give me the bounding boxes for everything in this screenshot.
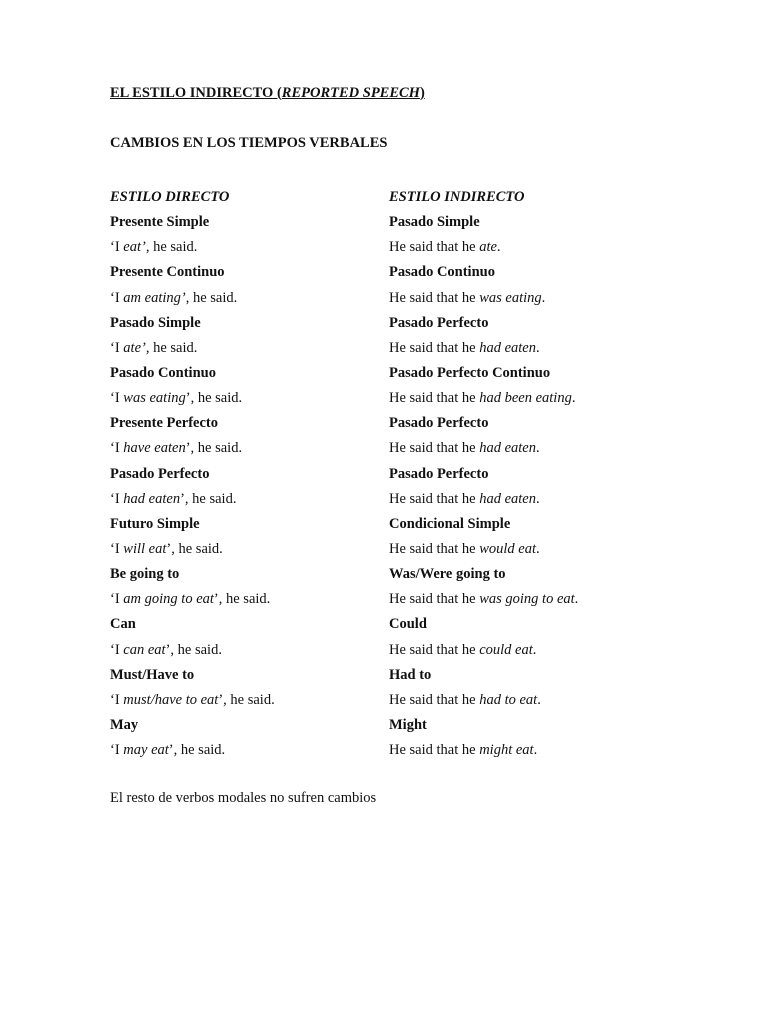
direct-example-post: ’, he said. [185,390,243,407]
direct-tense-label: Futuro Simple [110,515,200,532]
indirect-tense-label: Pasado Continuo [389,264,495,281]
direct-tense-label: Must/Have to [110,666,195,683]
indirect-example-verb: might eat [479,742,534,759]
direct-example-post: ’, he said. [180,490,237,507]
indirect-example [389,436,578,461]
direct-example-pre: ‘I [110,742,124,759]
direct-tense-label: Presente Continuo [110,264,225,281]
direct-example-pre: ‘I [110,641,124,658]
indirect-example-verb: had been eating [479,390,572,407]
indirect-tense-label: Was/Were going to [389,566,506,583]
indirect-example-post: . [571,390,576,407]
direct-example [110,587,275,612]
indirect-tense-label: Pasado Perfecto Continuo [389,364,551,381]
indirect-example-verb: was eating [479,289,542,306]
indirect-example-post: . [532,641,537,658]
direct-speech-column [110,185,275,763]
direct-tense-label: Pasado Perfecto [110,465,210,482]
direct-example-post: , he said. [145,239,198,256]
indirect-tense-label: Might [389,716,427,733]
direct-example [110,336,275,361]
indirect-example-verb: was going to eat [479,591,575,608]
indirect-example [389,738,578,763]
indirect-tense-label: Pasado Perfecto [389,465,489,482]
indirect-example [389,587,578,612]
indirect-tense-label: Pasado Perfecto [389,314,489,331]
indirect-example-pre: He said that he [389,591,480,608]
direct-tense-label: Pasado Simple [110,314,201,331]
direct-tense-label: Can [110,616,136,633]
indirect-tense-label: Pasado Perfecto [389,415,489,432]
direct-example [110,436,275,461]
direct-example-verb: have eaten [123,440,186,457]
indirect-speech-column [389,185,578,763]
indirect-example-verb: had eaten [479,490,536,507]
indirect-example-post: . [536,540,540,557]
title-close: ) [419,85,425,101]
direct-example-verb: will eat [123,540,167,557]
indirect-example-pre: He said that he [389,691,480,708]
direct-example-post: , he said. [145,339,198,356]
indirect-example-post: . [496,239,501,256]
direct-example-verb: eat’ [123,239,146,256]
indirect-example-pre: He said that he [389,239,480,256]
indirect-example-verb: had to eat [479,691,538,708]
direct-tense-label: May [110,716,139,733]
direct-example [110,235,275,260]
section-subtitle: CAMBIOS EN LOS TIEMPOS VERBALES [110,135,388,151]
indirect-example [389,638,578,663]
indirect-example-post: . [537,691,541,708]
direct-example-post: ’, he said. [213,591,271,608]
indirect-example-pre: He said that he [389,641,480,658]
indirect-example-pre: He said that he [389,339,480,356]
direct-tense-label: Be going to [110,566,180,583]
direct-example-verb: must/have to eat [123,691,219,708]
direct-example-pre: ‘I [110,239,124,256]
direct-example-pre: ‘I [110,540,124,557]
title-italic-text: REPORTED SPEECH [281,85,420,101]
direct-example-pre: ‘I [110,339,124,356]
indirect-example [389,537,578,562]
direct-example [110,688,275,713]
direct-example-pre: ‘I [110,691,124,708]
direct-example-verb: had eaten [123,490,181,507]
indirect-example-verb: ate [479,239,497,256]
indirect-example-pre: He said that he [389,490,480,507]
direct-example [110,738,275,763]
indirect-example-pre: He said that he [389,289,480,306]
indirect-column-header: ESTILO INDIRECTO [389,189,525,205]
indirect-example-post: . [535,440,540,457]
indirect-tense-label: Pasado Simple [389,214,480,231]
direct-tense-label: Presente Simple [110,214,210,231]
indirect-example-post: . [535,339,540,356]
direct-example [110,487,275,512]
indirect-example-verb: had eaten [479,440,536,457]
direct-example-pre: ‘I [110,490,124,507]
indirect-example-post: . [535,490,540,507]
direct-example [110,286,275,311]
direct-example-post: ’, he said. [166,540,223,557]
direct-example-post: ’, he said. [218,691,275,708]
direct-example [110,386,275,411]
direct-tense-label: Presente Perfecto [110,415,219,432]
indirect-example [389,688,578,713]
footer-note: El resto de verbos modales no sufren cambios [110,790,377,806]
direct-example-verb: ate’ [123,339,146,356]
indirect-example [389,336,578,361]
indirect-example [389,286,578,311]
direct-example-pre: ‘I [110,289,124,306]
direct-example [110,537,275,562]
title-text: EL ESTILO INDIRECTO ( [110,85,282,101]
direct-example [110,638,275,663]
indirect-example-verb: could eat [479,641,533,658]
direct-example-verb: can eat [123,641,166,658]
indirect-example-pre: He said that he [389,540,480,557]
direct-example-verb: am eating’ [123,289,186,306]
indirect-example-pre: He said that he [389,440,480,457]
indirect-example [389,386,578,411]
indirect-example [389,235,578,260]
direct-example-verb: may eat [123,742,169,759]
indirect-example-verb: had eaten [479,339,536,356]
indirect-tense-label: Could [389,616,427,633]
indirect-example-pre: He said that he [389,390,480,407]
direct-column-header: ESTILO DIRECTO [110,189,230,205]
direct-example-pre: ‘I [110,390,124,407]
direct-example-verb: am going to eat [123,591,214,608]
indirect-example-pre: He said that he [389,742,480,759]
direct-example-verb: was eating [123,390,186,407]
direct-example-post: ’, he said. [168,742,226,759]
direct-example-post: ’, he said. [165,641,222,658]
indirect-tense-label: Condicional Simple [389,515,511,532]
indirect-tense-label: Had to [389,666,432,683]
indirect-example-post: . [533,742,538,759]
direct-tense-label: Pasado Continuo [110,364,216,381]
indirect-example-post: . [541,289,546,306]
direct-example-post: , he said. [185,289,238,306]
page-title [110,85,425,102]
direct-example-pre: ‘I [110,440,124,457]
indirect-example-verb: would eat [479,540,536,557]
direct-example-pre: ‘I [110,591,124,608]
direct-example-post: ’, he said. [185,440,243,457]
indirect-example-post: . [574,591,579,608]
indirect-example [389,487,578,512]
